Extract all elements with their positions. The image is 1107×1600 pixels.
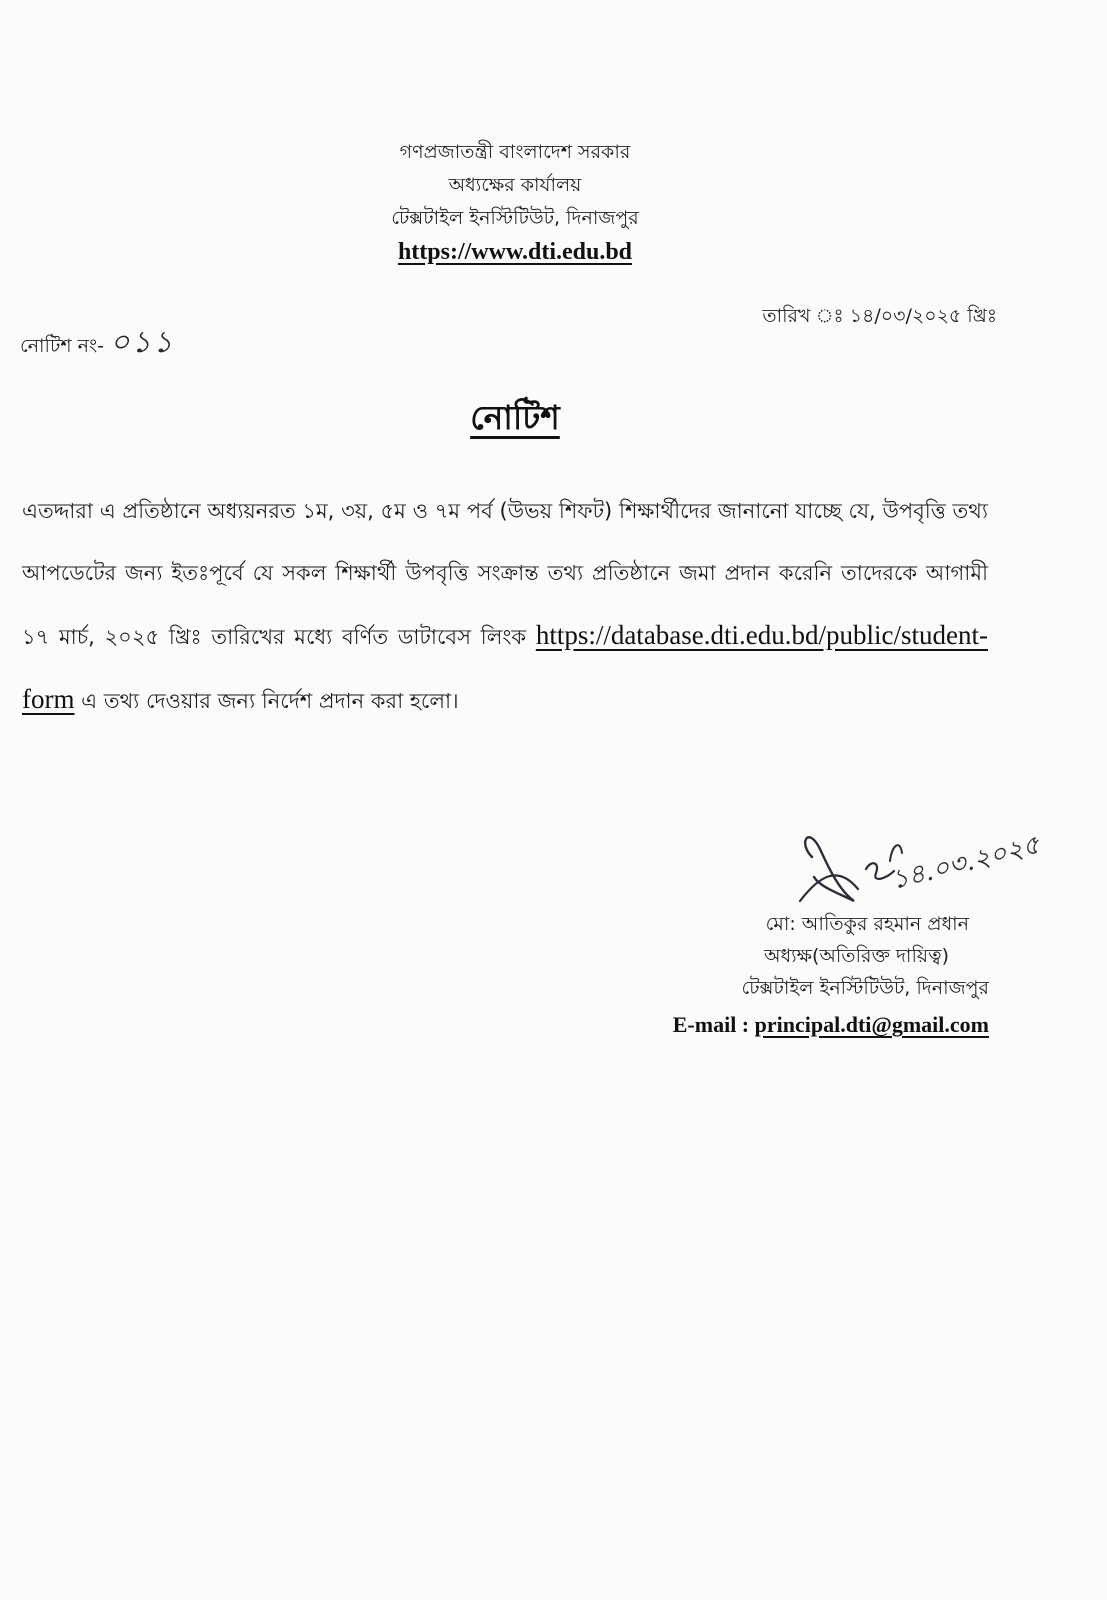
email-label: E-mail : xyxy=(672,1012,750,1037)
letterhead xyxy=(0,136,1030,269)
signatory-block xyxy=(741,908,989,1004)
email-address[interactable]: principal.dti@gmail.com xyxy=(754,1012,989,1037)
notice-date: তারিখ ঃ ১৪/০৩/২০২৫ খ্রিঃ xyxy=(762,305,997,327)
notice-number xyxy=(20,318,174,369)
government-name: গণপ্রজাতন্ত্রী বাংলাদেশ সরকার xyxy=(399,141,631,163)
handwritten-signature xyxy=(790,805,1080,915)
signatory-name: মো: আতিকুর রহমান প্রধান xyxy=(765,913,969,935)
body-text-before-link: এতদ্দারা এ প্রতিষ্ঠানে অধ্যয়নরত ১ম, ৩য়, ৫ম ও ৭ম পর্ব (উভয় শিফট) শিক্ষার্থীদের জানানো যাচ্ছে যে, উপবৃত্তি তথ্য আপডেটের জন্য ইতঃপূর্বে যে সকল শিক্ষার্থী উপবৃত্তি সংক্রান্ত তথ্য প্রতিষ্ঠানে জমা প্রদান করেনি তাদেরকে আগামী ১৭ মার্চ, ২০২৫ খ্রিঃ তারিখের মধ্যে বর্ণিত ডাটাবেস লিংক xyxy=(22,499,988,649)
notice-body xyxy=(22,480,988,732)
notice-number-value: ০১১ xyxy=(110,325,175,360)
website-link[interactable]: https://www.dti.edu.bd xyxy=(397,239,633,265)
signatory-institute: টেক্সটাইল ইনস্টিটিউট, দিনাজপুর xyxy=(741,977,989,999)
notice-title-wrap xyxy=(0,392,1030,448)
signature-date: ১৪.০৩.২০২৫ xyxy=(888,829,1043,896)
email-line xyxy=(673,1012,989,1038)
signatory-designation: অধ্যক্ষ(অতিরিক্ত দায়িত্ব) xyxy=(764,945,949,967)
institute-name: টেক্সটাইল ইনস্টিটিউট, দিনাজপুর xyxy=(391,207,639,229)
database-link[interactable]: https://database.dti.edu.bd/public/student-form xyxy=(22,620,988,714)
notice-title: নোটিশ xyxy=(470,398,560,437)
body-text-after-link: এ তথ্য দেওয়ার জন্য নির্দেশ প্রদান করা হলো। xyxy=(81,689,459,713)
notice-number-label: নোটিশ নং- xyxy=(20,335,105,357)
office-name: অধ্যক্ষের কার্যালয় xyxy=(448,174,582,196)
